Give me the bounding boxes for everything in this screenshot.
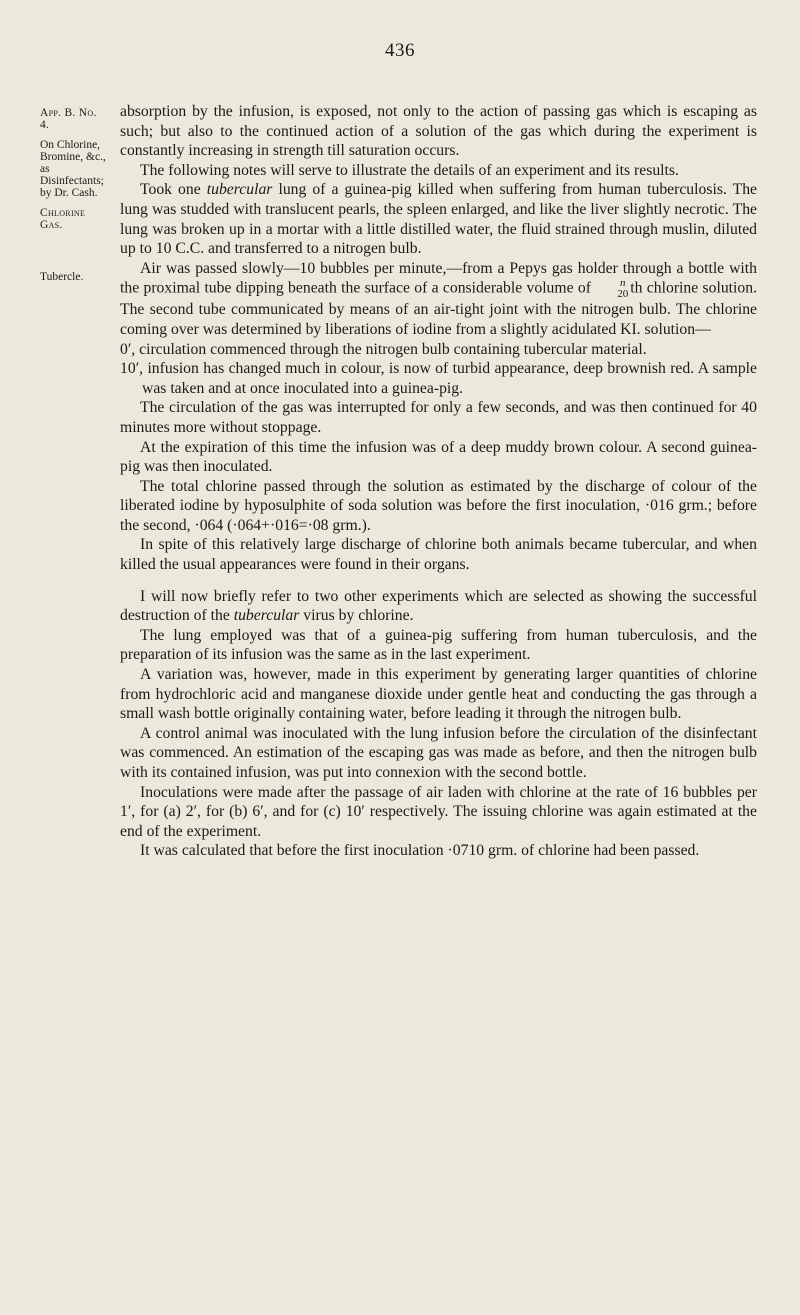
log-time: 0′, [120,340,136,358]
margin-note-chlorine-gas: Chlorine Gas. [40,207,86,231]
log-text: infusion has changed much in colour, is now of turbid appearance, deep brownish red. A sample was taken and at once inoculated into a guinea-pig. [142,360,757,397]
text-run: th chlorine solution. The second tube communicated by means of an air-tight joint with the nitrogen bulb. The chlorine coming over was determined by liberations of iodine from a slightly acidulated KI. solution— [120,279,758,338]
paragraph: It was calculated that before the first inoculation ·0710 grm. of chlorine had been passed. [140,842,700,860]
margin-note-disinfectants: Disinfectants; [40,175,104,187]
margin-note-on-chlorine: On Chlorine, [40,139,101,151]
paragraph: A variation was, however, made in this experiment by generating larger quantities of chlorine from hydrochloric acid and manganese dioxide under gentle heat and conducting the gas through a small wash bottle originally containing water, before leading it through the nitrogen bulb. [120,666,757,723]
margin-note-author: by Dr. Cash. [40,187,98,199]
paragraph: In spite of this relatively large discharge of chlorine both animals became tubercular, and when killed the usual appearances were found in their organs. [120,536,757,574]
body-text [120,102,757,861]
paragraph: The total chlorine passed through the solution as estimated by the discharge of colour of the liberated iodine by hyposulphite of soda solution was before the first inoculation, ·016 grm.; before the second, ·064 (·064+·016=·08 grm.). [120,477,757,534]
margin-note-tubercle: Tubercle. [40,271,84,283]
paragraph: The circulation of the gas was interrupted for only a few seconds, and was then continued for 40 minutes more without stoppage. [120,399,757,436]
fraction-denominator: 20 [617,288,629,301]
text-run: Air was passed slowly—10 bubbles per minute,—from a Pepys gas holder through a bottle with the proximal tube dipping beneath the surface of a considerable volume of [120,259,757,297]
paragraph: The following notes will serve to illustrate the details of an experiment and its results. [140,161,679,179]
fraction-numerator: n [620,277,626,290]
text-run: lung of a guinea-pig killed when suffering from human tuberculosis. The lung was studded with translucent pearls, the spleen enlarged, and like the liver slightly necrotic. The lung was broken up in a mortar with a little distilled water, the fluid strained through muslin, diluted up to 10 C.C. and transferred to a nitrogen bulb. [120,181,757,258]
section-break [120,575,757,587]
margin-note-bromine: Bromine, &c., as [40,151,106,175]
paragraph: absorption by the infusion, is exposed, not only to the action of passing gas which is escaping as such; but also to the continued action of a solution of the gas which during the experiment is constantly increasing in strength till saturation occurs. [120,103,757,160]
paragraph [120,180,757,258]
paragraph [120,587,757,626]
margin-note-appendix: App. B. No. 4. [40,107,97,131]
emphasis: tubercular [206,181,273,199]
log-entry [120,340,757,360]
margin-notes [40,107,106,283]
log-text: circulation commenced through the nitrogen bulb containing tubercular material. [135,340,647,358]
emphasis: tubercular [233,607,300,625]
paragraph [120,259,757,340]
text-run: virus by chlorine. [299,607,414,625]
fraction [597,278,628,300]
text-run: Took one [140,181,207,199]
paragraph: At the expiration of this time the infusion was of a deep muddy brown colour. A second guinea-pig was then inoculated. [120,438,757,476]
log-time: 10′, [120,360,144,378]
text-run: I will now briefly refer to two other experiments which are selected as showing the successful destruction of the [120,587,757,625]
paragraph: Inoculations were made after the passage of air laden with chlorine at the rate of 16 bubbles per 1′, for (a) 2′, for (b) 6′, and for (c) 10′ respectively. The issuing chlorine was again estimated at the end of the experiment. [120,783,757,840]
paragraph: A control animal was inoculated with the lung infusion before the circulation of the disinfectant was commenced. An estimation of the escaping gas was made as before, and then the nitrogen bulb with its contained infusion, was put into connexion with the second bottle. [120,724,757,781]
paragraph: The lung employed was that of a guinea-pig suffering from human tuberculosis, and the preparation of its infusion was the same as in the last experiment. [120,626,757,664]
page-number: 436 [385,40,415,61]
log-entry [120,359,757,398]
